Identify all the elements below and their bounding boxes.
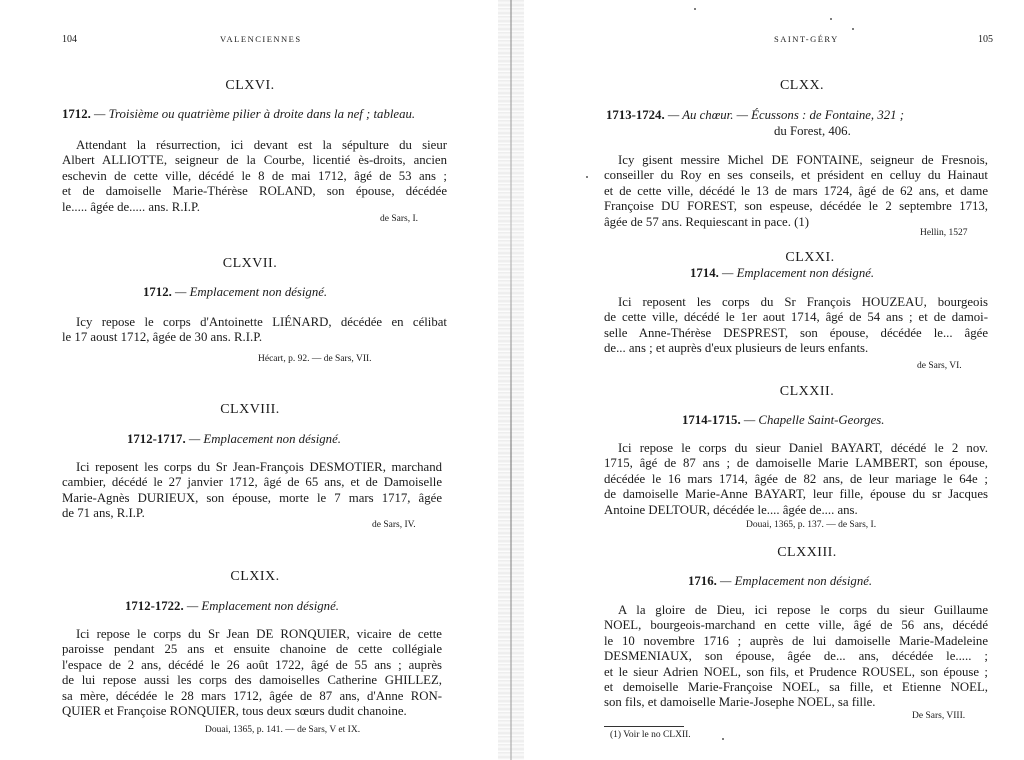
entry-dateline [125,599,339,614]
entry-heading: CLXVII. [222,256,278,271]
entry-dateline [62,107,415,122]
entry-dateline [606,108,904,123]
page-number: 105 [978,34,993,45]
right-page [512,0,1024,760]
text-line: de lui repose aussi les corps des damoiselles Catherine GHILLEZ, [62,673,442,688]
text-line: conseiller du Roy en ses conseils, et président en celluy du Hainaut [604,168,988,183]
entry-source: Douai, 1365, p. 141. — de Sars, V et IX. [205,725,361,735]
text-line: selle Anne-Thérèse DESPREST, son épouse, décédée le... âgée [604,325,988,340]
entry-dateline [688,574,872,589]
text-line: son fils, et damoiselle Marie-Josephe NOEL, sa fille. [604,695,876,710]
scan-speck [586,176,588,178]
entry-source: Hellin, 1527 [920,228,968,238]
entry-text [62,627,442,719]
entry-source: Douai, 1365, p. 137. — de Sars, I. [746,520,877,530]
entry-heading: CLXXII. [779,384,835,399]
scan-speck [722,738,724,740]
text-line: le 17 aoust 1712, âgée de 30 ans. R.I.P. [62,330,263,345]
text-line: et le sieur Adrien NOEL, son fils, et Prudence ROUSEL, son épouse ; [604,664,988,679]
text-line: eschevin de cette ville, décédé le 8 de mai 1712, âgé de 53 ans ; [62,168,447,183]
entry-text [62,315,447,346]
entry-location: — Troisième ou quatrième pilier à droite dans la nef ; tableau. [90,107,416,121]
text-line: paroisse pendant 25 ans et ensuite chanoine de cette collégiale [62,642,442,657]
entry-location: — Emplacement non désigné. [718,266,875,280]
entry-year: 1712-1717. [127,432,186,446]
entry-heading: CLXXI. [785,250,835,265]
text-line: cambier, décédé le 27 janvier 1712, âgé de 65 ans, et de Damoiselle [62,475,442,490]
entry-text [604,295,988,357]
entry-source: Hécart, p. 92. — de Sars, VII. [258,354,372,364]
entry-location: — Au chœur. — Écussons : de Fontaine, 321 ; [664,108,904,122]
entry-text [62,138,447,215]
text-line: décédée le 16 mars 1714, âgée de 82 ans, de leur mariage le 64e ; [604,471,988,486]
entry-source: de Sars, I. [380,214,418,224]
entry-location: — Emplacement non désigné. [185,432,341,446]
text-line: Marie-Agnès DURIEUX, son épouse, morte le 7 mars 1717, âgée [62,490,442,505]
entry-location: — Emplacement non désigné. [716,574,873,588]
entry-heading: CLXXIII. [777,545,837,560]
entry-heading: CLXVIII. [220,402,280,417]
text-line: Françoise DU FOREST, son espeuse, décédée le 2 septembre 1713, [604,199,988,214]
text-line: âgée de 57 ans. Requiescant in pace. (1) [604,214,810,229]
running-head: VALENCIENNES [220,34,302,44]
entry-year: 1714-1715. [682,413,741,427]
entry-source: de Sars, VI. [917,361,962,371]
left-page [0,0,500,760]
text-line: de... ans ; et auprès d'eux plusieurs de leurs enfants. [604,341,869,356]
entry-year: 1716. [688,574,717,588]
scan-speck [694,8,696,10]
text-line: le 10 novembre 1716 ; auprès de lui damoiselle Marie-Madeleine [604,633,988,648]
text-line: Ici reposent les corps du Sr Jean-François DESMOTIER, marchand [76,460,442,474]
entry-source: de Sars, IV. [372,520,416,530]
entry-text [604,441,988,518]
scan-speck [852,28,854,30]
text-line: A la gloire de Dieu, ici repose le corps du sieur Guillaume [618,603,988,617]
text-line: Ici repose le corps du Sr Jean DE RONQUIER, vicaire de cette [76,627,442,641]
text-line: DESMENIAUX, son épouse, âgée de... ans, décédée le..... ; [604,649,988,664]
text-line: sa mère, décédée le 28 mars 1712, âgée de 87 ans, d'Anne RON- [62,688,442,703]
entry-source: De Sars, VIII. [912,711,966,721]
text-line: et demoiselle Marie-Françoise NOEL, sa fille, et Etienne NOEL, [604,680,988,695]
text-line: Ici repose le corps du sieur Daniel BAYART, décédé le 2 nov. [618,441,988,455]
text-line: l'espace de 2 ans, décédé le 26 août 1722, âgé de 55 ans ; auprès [62,657,442,672]
text-line: Albert ALLIOTTE, seigneur de la Courbe, licentié ès-droits, ancien [62,153,447,168]
text-line: Icy gisent messire Michel DE FONTAINE, seigneur de Fresnois, [618,153,988,167]
entry-year: 1713-1724. [606,108,665,122]
entry-dateline-continued: du Forest, 406. [774,124,851,138]
running-head: SAINT-GÉRY [774,34,839,44]
entry-dateline [143,285,327,300]
text-line: NOEL, bourgeois-marchand en cette ville, âgé de 56 ans, décédé [604,618,988,633]
text-line: 1715, âgé de 87 ans ; de damoiselle Marie LAMBERT, son épouse, [604,456,988,471]
entry-dateline [690,266,874,281]
text-line: Antoine DELTOUR, décédée le.... âgée de.... ans. [604,502,858,517]
entry-text [604,603,988,711]
entry-location: — Chapelle Saint-Georges. [740,413,885,427]
page-number: 104 [62,34,77,45]
entry-location: — Emplacement non désigné. [183,599,339,613]
text-line: de 71 ans, R.I.P. [62,506,145,521]
text-line: le..... âgée de..... ans. R.I.P. [62,199,200,214]
footnote-rule [604,726,684,727]
text-line: QUIER et Françoise RONQUIER, tous deux sœurs dudit chanoine. [62,704,407,719]
entry-dateline [682,413,884,428]
text-line: de cette ville, décédé le 1er aout 1714, âgé de 54 ans ; et de damoi- [604,310,988,325]
text-line: de damoiselle Marie-Anne BAYART, leur fille, épouse du sr Jacques [604,487,988,502]
text-line: et de cette ville, décédé le 13 de mars 1724, âgé de 62 ans, et dame [604,183,988,198]
scan-speck [830,18,832,20]
entry-heading: CLXVI. [225,78,275,93]
footnote: (1) Voir le no CLXII. [610,730,691,740]
entry-year: 1712. [62,107,91,121]
entry-dateline [127,432,341,447]
entry-year: 1714. [690,266,719,280]
entry-heading: CLXIX. [230,569,280,584]
entry-year: 1712. [143,285,172,299]
text-line: et de damoiselle Marie-Thérèse ROLAND, son épouse, décédée [62,184,447,199]
entry-year: 1712-1722. [125,599,184,613]
entry-location: — Emplacement non désigné. [171,285,328,299]
entry-text [62,460,442,522]
entry-text [604,153,988,230]
entry-heading: CLXX. [779,78,825,93]
text-line: Ici reposent les corps du Sr François HOUZEAU, bourgeois [618,295,988,309]
text-line: Icy repose le corps d'Antoinette LIÉNARD, décédée en célibat [76,315,447,329]
text-line: Attendant la résurrection, ici devant est la sépulture du sieur [76,138,447,152]
